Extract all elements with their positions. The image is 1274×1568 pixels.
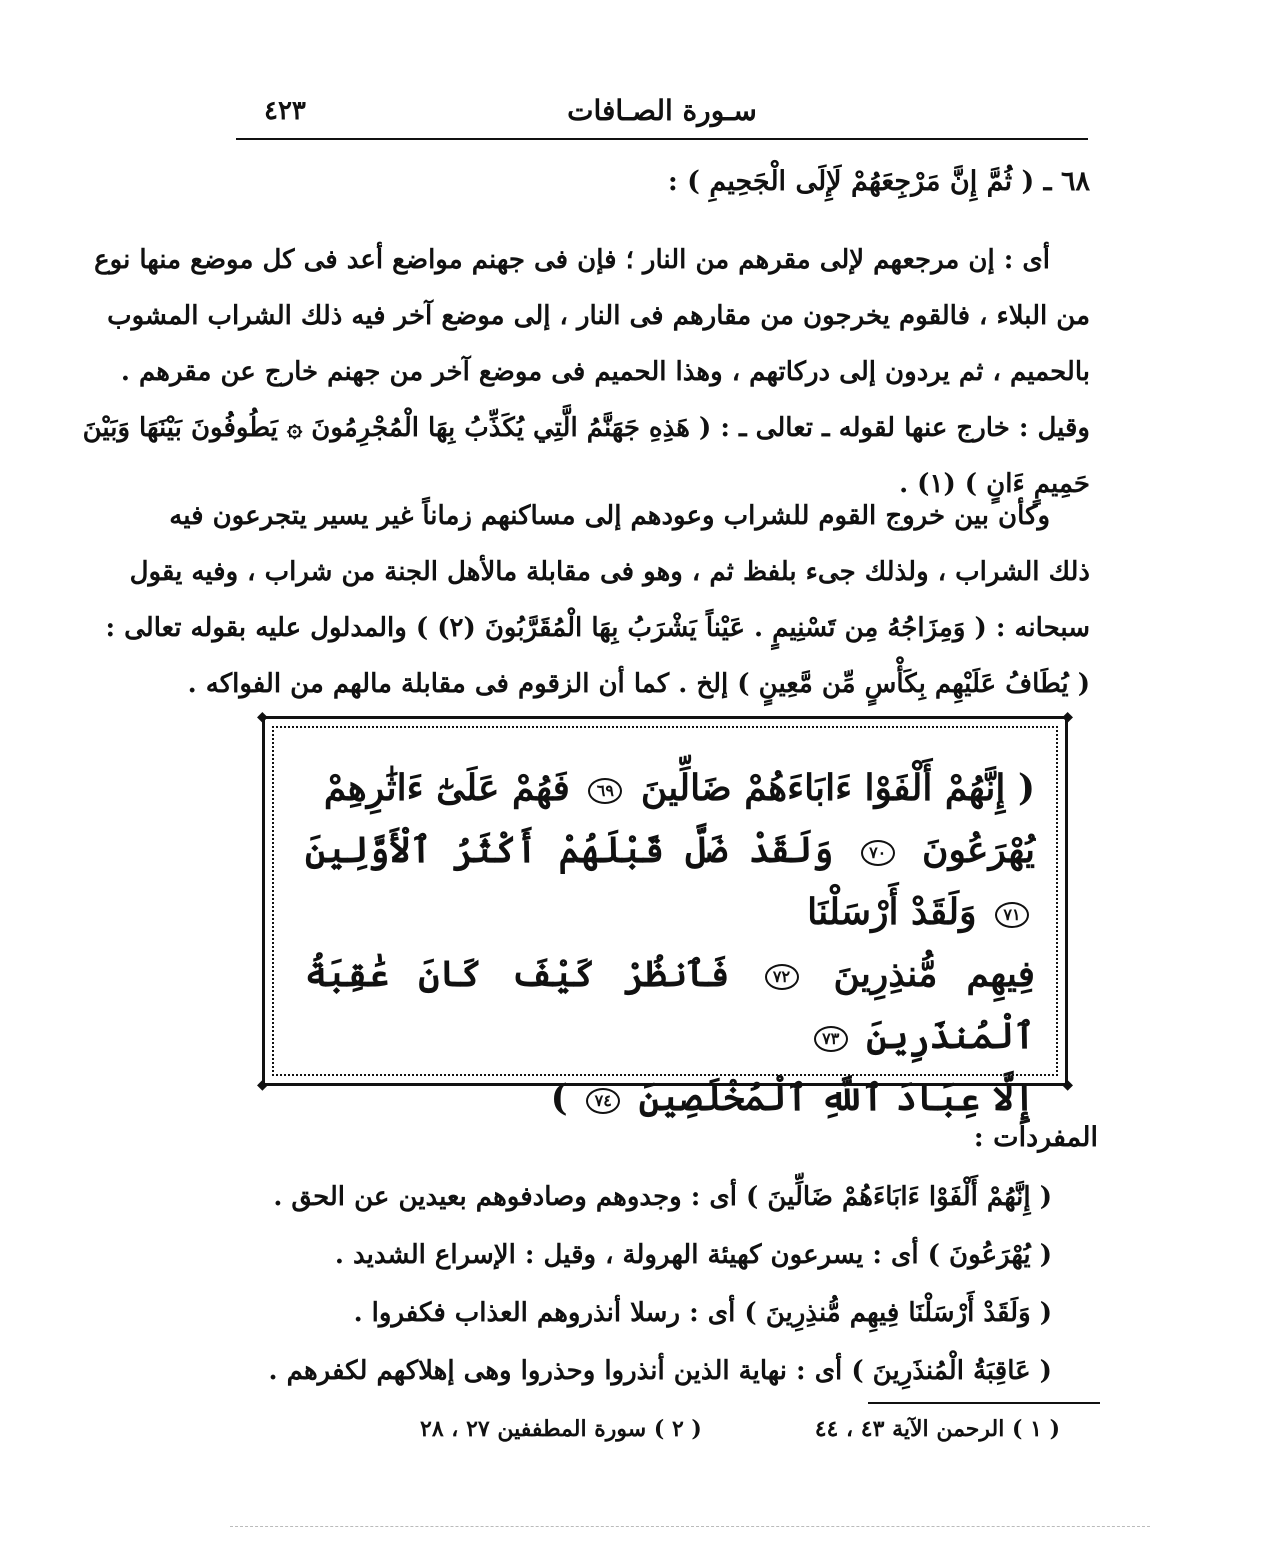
- commentary-paragraph-1: [82, 232, 1090, 512]
- verse-text: ): [550, 1077, 568, 1119]
- frame-corner-ornament: ◆: [1062, 709, 1073, 725]
- ayah-number-marker: ٧٢: [765, 964, 799, 990]
- page-header: [236, 88, 1088, 140]
- verse-text: فَٱنظُرْ كَيْفَ كَانَ عَٰقِبَةُ ٱلْمُنذَرِينَ: [305, 953, 1035, 1057]
- text-line: ( يُطَافُ عَلَيْهِم بِكَأْسٍ مِّن مَّعِينٍ ) إلخ . كما أن الزقوم فى مقابلة مالهم من الفواكه .: [187, 669, 1090, 699]
- verse-text: وَلَقَدْ أَرْسَلْنَا: [807, 891, 977, 933]
- quran-line: [305, 943, 1035, 1067]
- scan-edge-line: [230, 1526, 1150, 1527]
- vocabulary-item: ( إِنَّهُمْ أَلْفَوْا ءَابَاءَهُمْ ضَالِّينَ ) أى : وجدوهم وصادفوهم بعيدين عن الحق .: [273, 1182, 1052, 1212]
- quran-verses-text: [305, 757, 1035, 1129]
- ayah-number-marker: ٧٠: [861, 840, 895, 866]
- quran-line: [305, 757, 1035, 819]
- text-line: من البلاء ، فالقوم يخرجون من مقارهم فى النار ، إلى موضع آخر فيه ذلك الشراب المشوب: [107, 301, 1090, 331]
- text-line: ذلك الشراب ، ولذلك جىء بلفظ ثم ، وهو فى مقابلة مالأهل الجنة من شراب ، وفيه يقول: [129, 557, 1090, 587]
- text-line: بالحميم ، ثم يردون إلى دركاتهم ، وهذا الحميم فى موضع آخر من جهنم خارج عن مقرهم .: [120, 357, 1090, 387]
- text-line: وكأن بين خروج القوم للشراب وعودهم إلى مساكنهم زماناً غير يسير يتجرعون فيه: [169, 501, 1050, 531]
- quran-verses-frame: [257, 709, 1073, 1119]
- commentary-paragraph-2: [105, 488, 1090, 712]
- text-line: حَمِيمٍ ءَانٍ ) (١) .: [899, 469, 1090, 499]
- ayah-number-marker: ٧٣: [814, 1026, 848, 1052]
- verse-text: يُهْرَعُونَ: [922, 829, 1035, 871]
- ayah-number-marker: ٧٤: [586, 1088, 620, 1114]
- footnotes: [420, 1416, 1060, 1442]
- vocabulary-list: [268, 1168, 1052, 1400]
- ayah-number-marker: ٧١: [995, 902, 1029, 928]
- vocabulary-item: ( يُهْرَعُونَ ) أى : يسرعون كهيئة الهرولة ، وقيل : الإسراع الشديد .: [334, 1240, 1052, 1270]
- frame-corner-ornament: ◆: [257, 1077, 268, 1093]
- text-line: سبحانه : ( وَمِزَاجُهُ مِن تَسْنِيمٍ . عَيْناً يَشْرَبُ بِهَا الْمُقَرَّبُونَ (٢) ) والمدلول عليه بقوله تعالى :: [105, 613, 1090, 643]
- verse-text: ( إِنَّهُمْ أَلْفَوْا ءَابَاءَهُمْ ضَالِّينَ: [640, 767, 1035, 809]
- text-line: وقيل : خارج عنها لقوله ـ تعالى ـ : ( هَذِهِ جَهَنَّمُ الَّتِي يُكَذِّبُ بِهَا الْمُجْرِمُونَ ۞ يَطُوفُونَ بَيْنَهَا وَبَيْنَ: [82, 413, 1090, 443]
- footnote-1: ( ١ ) الرحمن الآية ٤٣ ، ٤٤: [814, 1416, 1060, 1442]
- page-number: ٤٢٣: [264, 96, 306, 126]
- verse-text: فَهُمْ عَلَىٰٓ ءَاثَٰرِهِمْ: [323, 767, 570, 809]
- ayah-number-marker: ٦٩: [588, 778, 622, 804]
- verse-heading: ٦٨ ـ ( ثُمَّ إِنَّ مَرْجِعَهُمْ لَإِلَى الْجَحِيمِ ) :: [667, 166, 1090, 197]
- footnote-divider: [868, 1402, 1100, 1404]
- footnote-2: ( ٢ ) سورة المطففين ٢٧ ، ٢٨: [420, 1416, 702, 1442]
- verse-text: إِلَّا عِبَادَ ٱللَّهِ ٱلْمُخْلَصِينَ: [638, 1077, 1035, 1119]
- vocabulary-item: ( عَاقِبَةُ الْمُنذَرِينَ ) أى : نهاية الذين أنذروا وحذروا وهى إهلاكهم لكفرهم .: [268, 1356, 1052, 1386]
- frame-corner-ornament: ◆: [257, 709, 268, 725]
- vocabulary-heading: المفردات :: [973, 1122, 1098, 1153]
- quran-line: [305, 819, 1035, 943]
- verse-text: وَلَقَدْ ضَلَّ قَبْلَهُمْ أَكْثَرُ ٱلْأَوَّلِينَ: [305, 829, 834, 871]
- verse-text: فِيهِم مُّنذِرِينَ: [833, 953, 1035, 995]
- surah-title: سـورة الصـافات: [567, 94, 757, 127]
- vocabulary-item: ( وَلَقَدْ أَرْسَلْنَا فِيهِم مُّنذِرِينَ ) أى : رسلا أنذروهم العذاب فكفروا .: [353, 1298, 1052, 1328]
- text-line: أى : إن مرجعهم لإلى مقرهم من النار ؛ فإن فى جهنم مواضع أعد فى كل موضع منها نوع: [94, 245, 1050, 275]
- quran-line: [305, 1067, 1035, 1129]
- frame-corner-ornament: ◆: [1062, 1077, 1073, 1093]
